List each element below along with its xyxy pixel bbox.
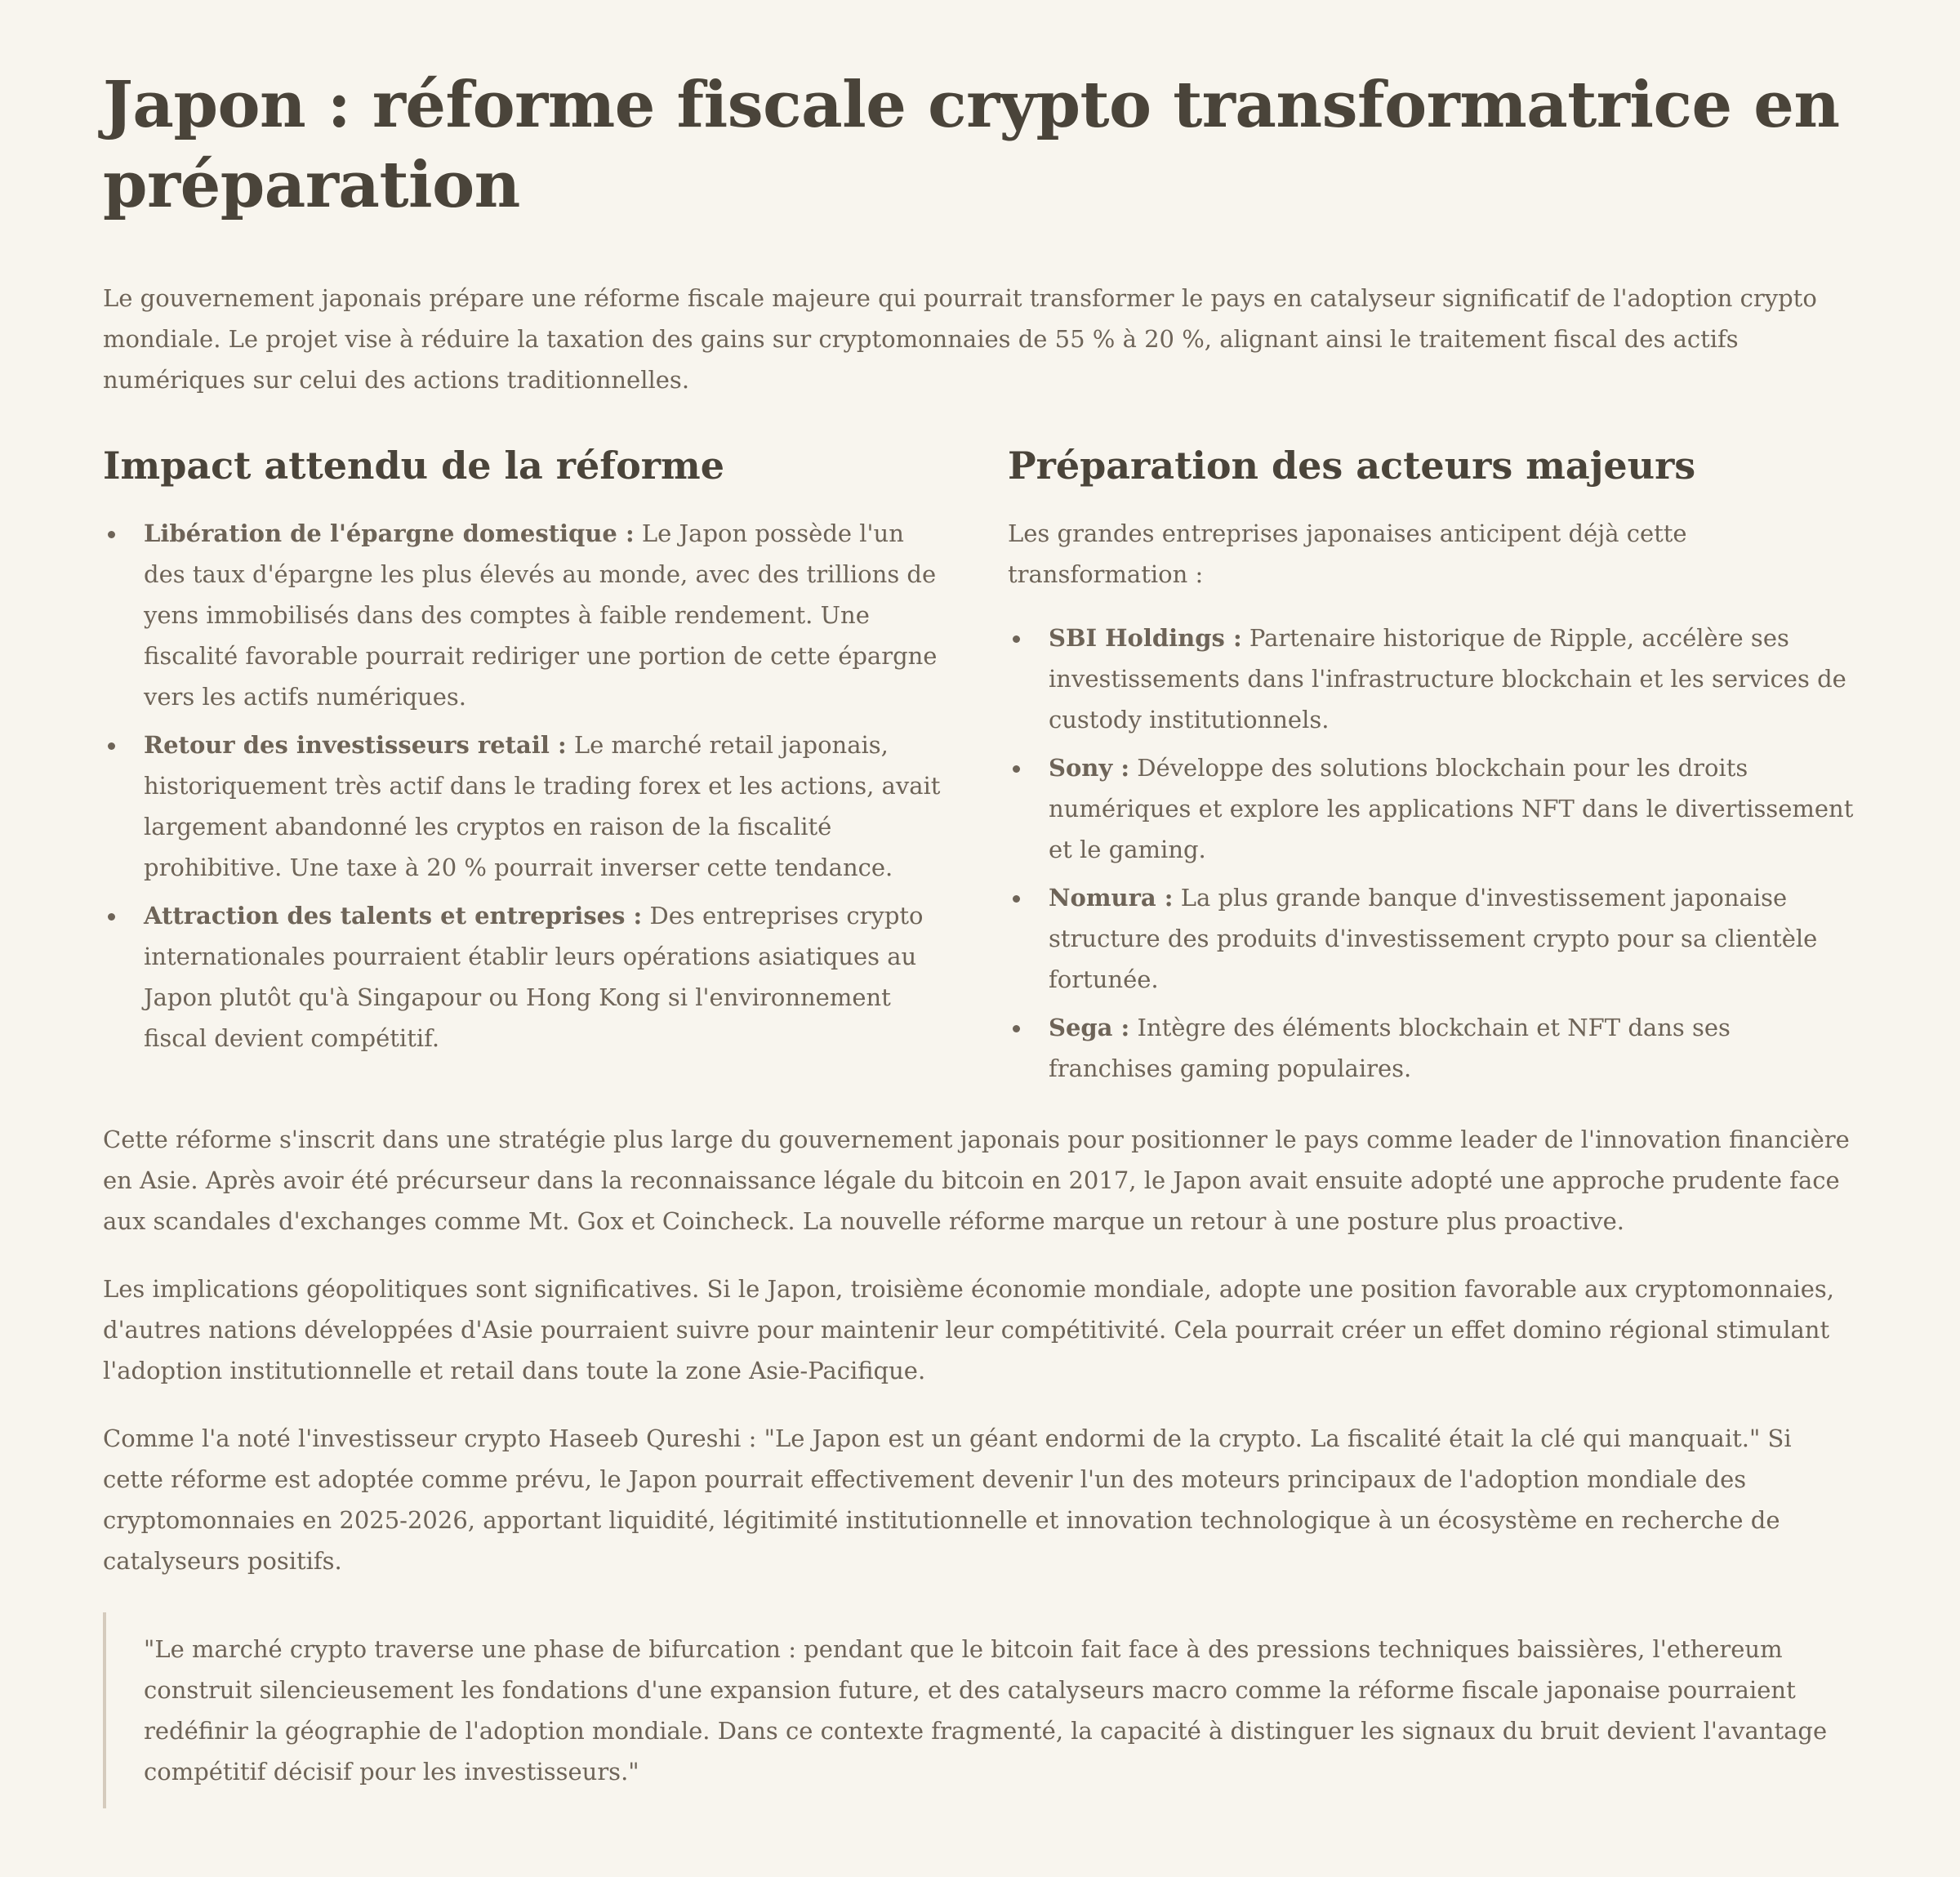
right-column bbox=[1008, 441, 1857, 1096]
impact-list bbox=[103, 513, 952, 1059]
list-item-label: Retour des investisseurs retail : bbox=[144, 731, 567, 759]
list-item-text: Intègre des éléments blockchain et NFT dans ses franchises gaming populaires. bbox=[1049, 1014, 1731, 1082]
list-item bbox=[103, 895, 952, 1059]
list-item-label: Nomura : bbox=[1049, 884, 1174, 912]
list-item-label: SBI Holdings : bbox=[1049, 624, 1242, 652]
left-column-heading: Impact attendu de la réforme bbox=[103, 444, 724, 488]
intro-paragraph: Le gouvernement japonais prépare une réforme fiscale majeure qui pourrait transformer le pays en catalyseur significatif de l'adoption crypto mondiale. Le projet vise à réduire la taxation des gains sur cryptomonnaies de 55 % à 20 %, alignant ainsi le traitement fiscal des actifs numériques sur celui des actions traditionnelles. bbox=[103, 284, 1817, 394]
list-item-label: Sega : bbox=[1049, 1014, 1130, 1041]
actors-list bbox=[1008, 617, 1857, 1089]
list-item-text: Des entreprises crypto internationales pourraient établir leurs opérations asiatiques au Japon plutôt qu'à Singapour ou Hong Kong si l'environnement fiscal devient compétitif. bbox=[144, 902, 924, 1052]
body-paragraph: Comme l'a noté l'investisseur crypto Haseeb Qureshi : "Le Japon est un géant endormi de la crypto. La fiscalité était la clé qui manquait." Si cette réforme est adoptée comme prévu, le Japon pourrait effectivement devenir l'un des moteurs principaux de l'adoption mondiale des cryptomonnaies en 2025-2026, apportant liquidité, légitimité institutionnelle et innovation technologique à un écosystème en recherche de catalyseurs positifs. bbox=[103, 1424, 1792, 1575]
list-item-text: Le marché retail japonais, historiquement très actif dans le trading forex et les actions, avait largement abandonné les cryptos en raison de la fiscalité prohibitive. Une taxe à 20 % pourrait inverser cette tendance. bbox=[144, 731, 941, 881]
two-column-section bbox=[103, 441, 1857, 1096]
list-item bbox=[103, 724, 952, 888]
list-item-label: Libération de l'épargne domestique : bbox=[144, 519, 635, 547]
list-item-text: Développe des solutions blockchain pour les droits numériques et explore les applications NFT dans le divertissement et le gaming. bbox=[1049, 754, 1854, 863]
left-column bbox=[103, 441, 952, 1096]
list-item-label: Attraction des talents et entreprises : bbox=[144, 902, 643, 930]
list-item-text: La plus grande banque d'investissement japonaise structure des produits d'investissement crypto pour sa clientèle fortunée. bbox=[1049, 884, 1818, 993]
list-item-text: Partenaire historique de Ripple, accélère ses investissements dans l'infrastructure blockchain et les services de custody institutionnels. bbox=[1049, 624, 1846, 733]
right-column-heading: Préparation des acteurs majeurs bbox=[1008, 444, 1696, 488]
list-item-text: Le Japon possède l'un des taux d'épargne les plus élevés au monde, avec des trillions de yens immobilisés dans des comptes à faible rendement. Une fiscalité favorable pourrait rediriger une portion de cette épargne vers les actifs numériques. bbox=[144, 519, 938, 711]
right-column-intro: Les grandes entreprises japonaises anticipent déjà cette transformation : bbox=[1008, 519, 1687, 588]
body-paragraph: Cette réforme s'inscrit dans une stratégie plus large du gouvernement japonais pour positionner le pays comme leader de l'innovation financière en Asie. Après avoir été précurseur dans la reconnaissance légale du bitcoin en 2017, le Japon avait ensuite adopté une approche prudente face aux scandales d'exchanges comme Mt. Gox et Coincheck. La nouvelle réforme marque un retour à une posture plus proactive. bbox=[103, 1126, 1850, 1235]
closing-quote: "Le marché crypto traverse une phase de bifurcation : pendant que le bitcoin fait face à des pressions techniques baissières, l'ethereum construit silencieusement les fondations d'une expansion future, et des catalyseurs macro comme la réforme fiscale japonaise pourraient redéfinir la géographie de l'adoption mondiale. Dans ce contexte fragmenté, la capacité à distinguer les signaux du bruit devient l'avantage compétitif décisif pour les investisseurs." bbox=[103, 1612, 1857, 1808]
list-item-label: Sony : bbox=[1049, 754, 1130, 782]
list-item bbox=[1008, 877, 1857, 1000]
list-item bbox=[103, 513, 952, 717]
page-title: Japon : réforme fiscale crypto transformatrice en préparation bbox=[103, 68, 1840, 222]
list-item bbox=[1008, 617, 1857, 740]
list-item bbox=[1008, 1007, 1857, 1089]
body-paragraph: Les implications géopolitiques sont significatives. Si le Japon, troisième économie mondiale, adopte une position favorable aux cryptomonnaies, d'autres nations développées d'Asie pourraient suivre pour maintenir leur compétitivité. Cela pourrait créer un effet domino régional stimulant l'adoption institutionnelle et retail dans toute la zone Asie-Pacifique. bbox=[103, 1275, 1835, 1384]
list-item bbox=[1008, 747, 1857, 870]
